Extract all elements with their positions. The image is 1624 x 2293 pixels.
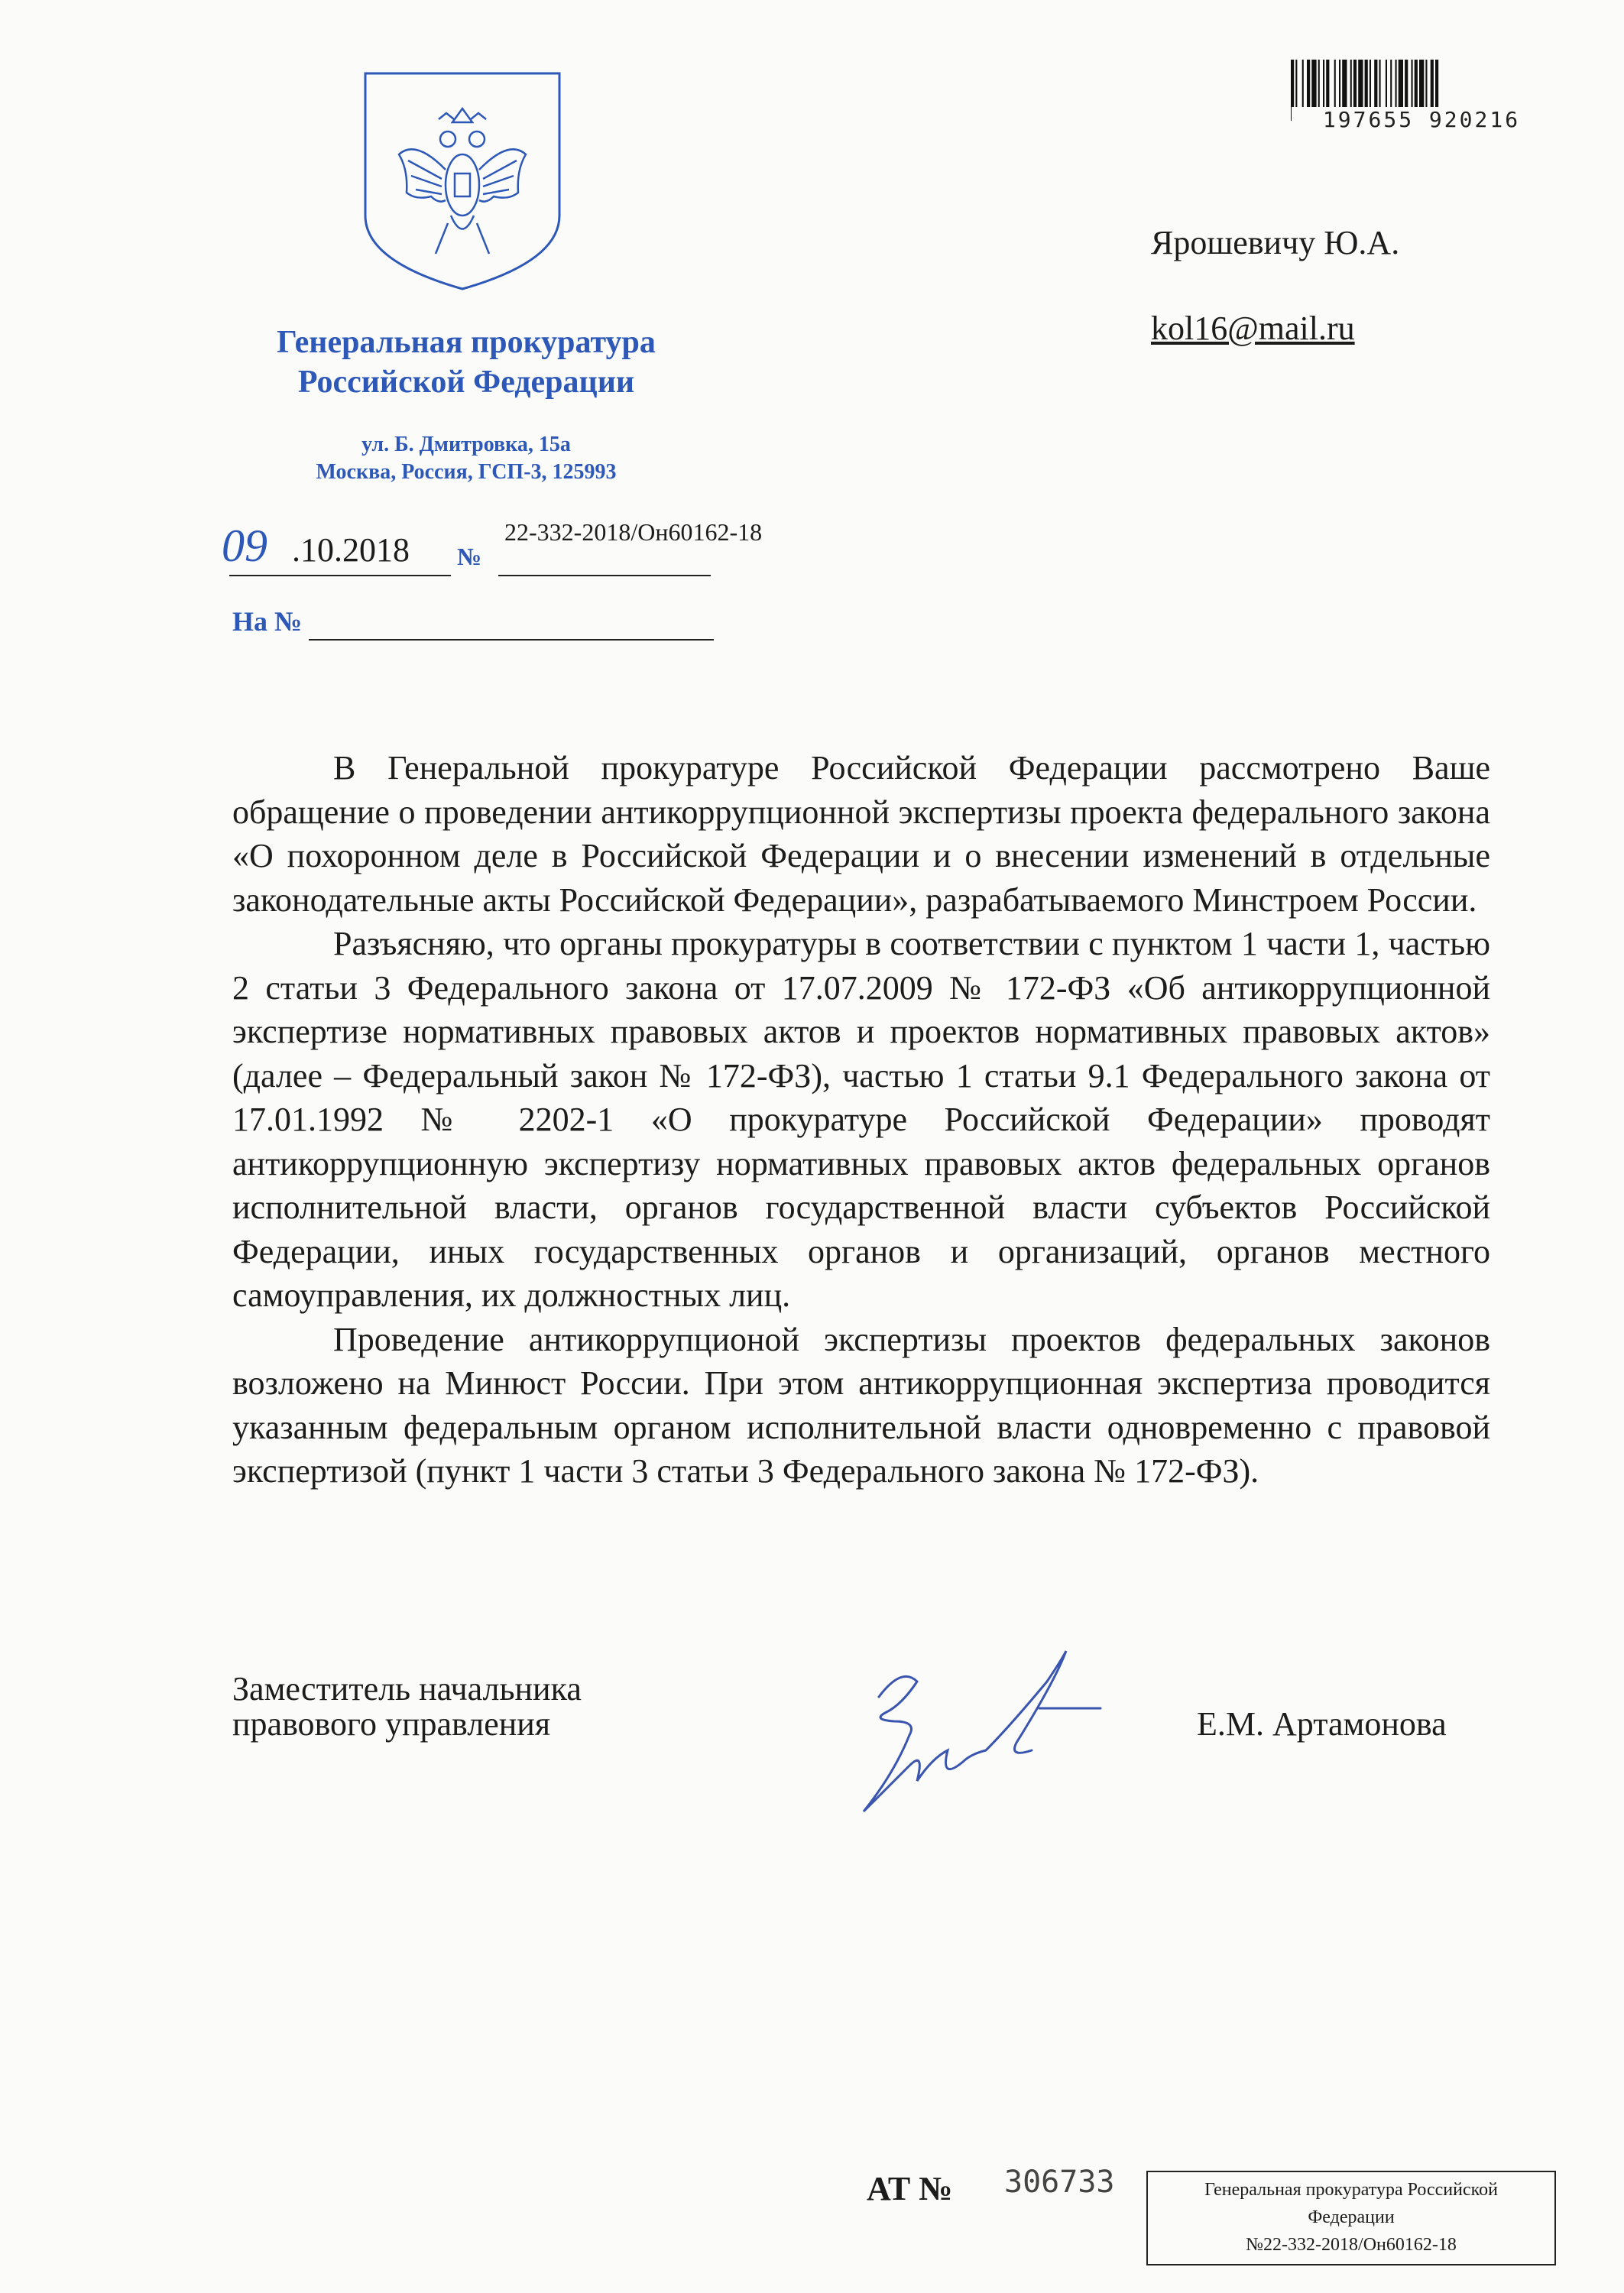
letter-body <box>232 746 1490 1494</box>
stamp-line1: Генеральная прокуратура Российской <box>1204 2180 1498 2200</box>
signer-name: Е.М. Артамонова <box>1197 1705 1447 1743</box>
reply-to-label: На № <box>232 606 303 637</box>
number-label: № <box>457 543 482 570</box>
reply-to-underline <box>309 639 714 641</box>
at-number: 306733 <box>1004 2165 1115 2200</box>
handwritten-signature <box>833 1636 1139 1827</box>
at-label: АТ № <box>867 2170 953 2207</box>
date-day-handwritten: 09 <box>222 521 267 571</box>
signer-title-line2: правового управления <box>232 1705 551 1743</box>
body-paragraph: Разъясняю, что органы прокуратуры в соответствии с пунктом 1 части 1, частью 2 статьи 3 Федерального закона от 17.07.2009 № 172-ФЗ «Об антикоррупционной экспертизе нормативных правовых актов и проектов нормативных правовых актов» (далее – Федеральный закон № 172-ФЗ), частью 1 статьи 9.1 Федерального закона от 17.01.1992 № 2202-1 «О прокуратуре Российской Федерации» проводят антикоррупционную экспертизу нормативных правовых актов федеральных органов исполнительной власти, органов государственной власти субъектов Российской Федерации, иных государственных органов и организаций, органов местного самоуправления, их должностных лиц. <box>232 925 1490 1314</box>
barcode-number: 197655 920216 <box>1292 107 1551 132</box>
signer-title-line1: Заместитель начальника <box>232 1670 582 1708</box>
date-text: .10.2018 <box>292 531 410 569</box>
registration-stamp <box>1146 2171 1556 2265</box>
recipient-name: Ярошевичу Ю.А. <box>1151 224 1400 261</box>
outgoing-number: 22-332-2018/Он60162-18 <box>504 518 763 546</box>
number-underline <box>498 575 711 576</box>
address-line1: ул. Б. Дмитровка, 15а <box>361 433 571 456</box>
org-name-line1: Генеральная прокуратура <box>277 325 656 360</box>
coat-of-arms-emblem <box>362 70 562 292</box>
body-paragraph: Проведение антикоррупционой экспертизы проектов федеральных законов возложено на Минюст России. При этом антикоррупционная экспертиза проводится указанным федеральным органом исполнительной власти одновременно с правовой экспертизой (пункт 1 части 3 статьи 3 Федерального закона № 172-ФЗ). <box>232 1320 1490 1490</box>
body-paragraph: В Генеральной прокуратуре Российской Федерации рассмотрено Ваше обращение о проведении антикоррупционной экспертизы проекта федерального закона «О похоронном деле в Российской Федерации и о внесении изменений в отдельные законодательные акты Российской Федерации», разрабатываемого Минстроем России. <box>232 749 1490 919</box>
org-name-line2: Российской Федерации <box>297 365 635 400</box>
address-line2: Москва, Россия, ГСП-3, 125993 <box>316 460 617 484</box>
stamp-line3: №22-332-2018/Он60162-18 <box>1246 2235 1457 2255</box>
recipient-email[interactable]: kol16@mail.ru <box>1151 310 1355 347</box>
stamp-line2: Федерации <box>1308 2207 1395 2227</box>
date-underline <box>229 575 451 576</box>
